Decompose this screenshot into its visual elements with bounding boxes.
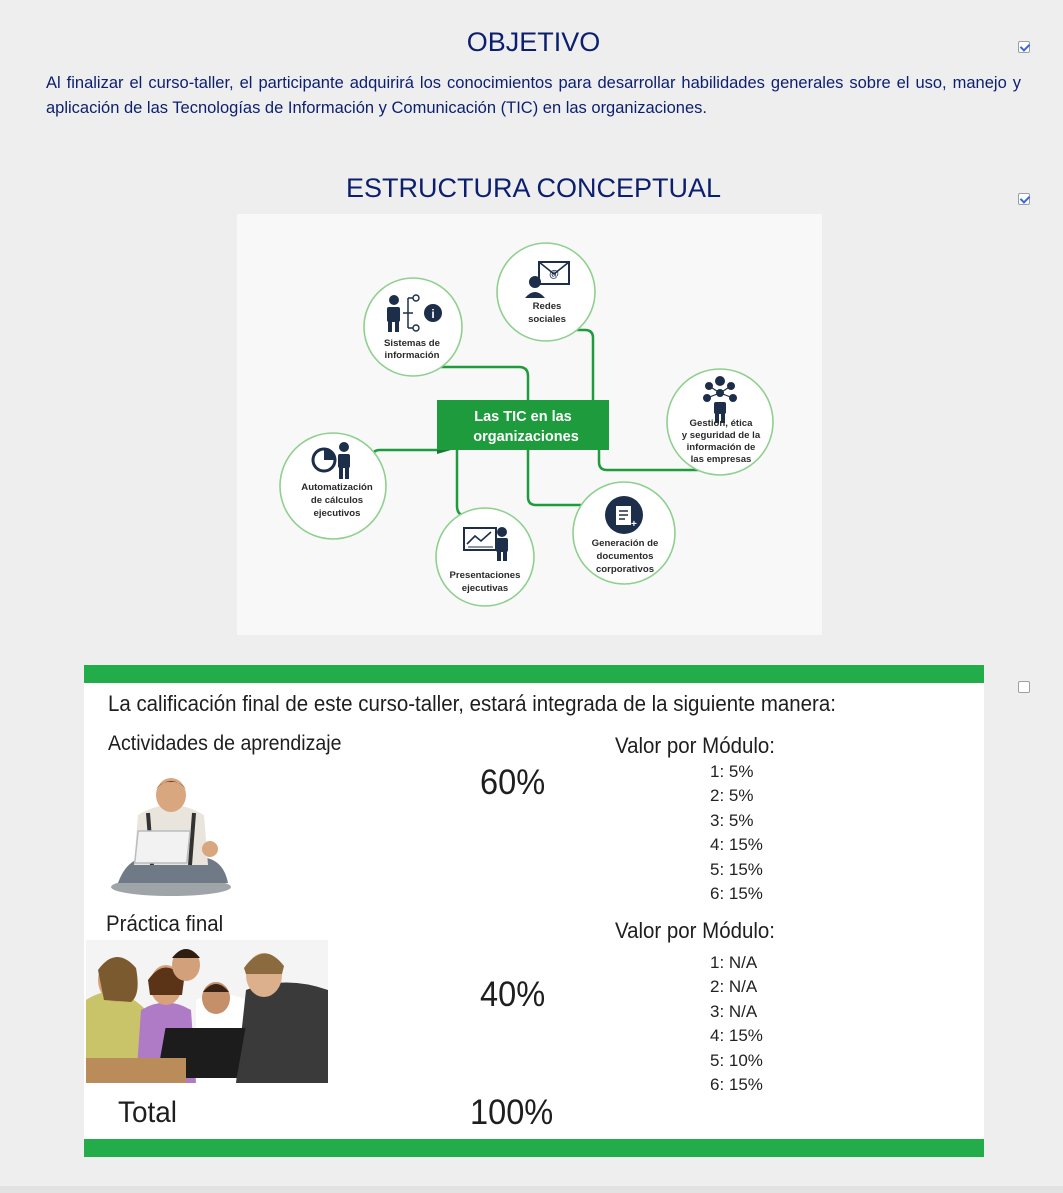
module-value: 5: 10% xyxy=(710,1050,763,1070)
practica-module-list xyxy=(710,951,763,1097)
module-value: 4: 15% xyxy=(710,835,763,855)
grading-panel xyxy=(84,665,984,1157)
bottom-green-bar xyxy=(84,1139,984,1157)
generacion-line-3: corporativos xyxy=(595,564,655,575)
presentaciones-line-2: ejecutivas xyxy=(461,583,509,594)
gestion-line-1: Gestión, ética xyxy=(689,418,753,429)
actividades-label: Actividades de aprendizaje xyxy=(108,732,342,755)
total-percent: 100% xyxy=(470,1093,554,1132)
center-line-2: organizaciones xyxy=(473,429,579,445)
presentaciones-line-1: Presentaciones xyxy=(449,570,521,581)
gestion-line-3: información de xyxy=(686,442,756,453)
generacion-line-1: Generación de xyxy=(591,538,659,549)
generacion-icon xyxy=(605,496,643,534)
module-value: 1: N/A xyxy=(710,953,758,972)
objetivo-text: Al finalizar el curso-taller, el participante adquirirá los conocimientos para desarrollar habilidades generales sobre el uso, manejo y aplicación de las Tecnologías de Información y Comunicación (TIC) en las organizaciones. xyxy=(46,74,1021,117)
sistemas-line-1: Sistemas de xyxy=(384,338,440,349)
top-green-bar xyxy=(84,665,984,683)
students-group-image xyxy=(86,940,328,1083)
module-value: 6: 15% xyxy=(710,1075,763,1095)
automatizacion-line-2: de cálculos xyxy=(310,495,364,506)
svg-text:+: + xyxy=(631,519,637,530)
concept-diagram xyxy=(237,214,822,635)
svg-text:@: @ xyxy=(549,269,559,280)
svg-text:i: i xyxy=(431,307,435,321)
gestion-line-2: y seguridad de la xyxy=(681,430,761,441)
calificacion-checkbox[interactable] xyxy=(1018,681,1030,693)
practica-module-title: Valor por Módulo: xyxy=(615,918,775,943)
total-label: Total xyxy=(118,1096,177,1129)
objetivo-title: OBJETIVO xyxy=(466,27,601,57)
actividades-module-title: Valor por Módulo: xyxy=(615,733,775,758)
module-value: 5: 15% xyxy=(710,859,763,879)
automatizacion-line-1: Automatización xyxy=(301,482,373,493)
practica-percent: 40% xyxy=(480,975,546,1014)
module-value: 3: N/A xyxy=(710,1001,758,1021)
practica-label: Práctica final xyxy=(106,911,224,936)
module-value: 4: 15% xyxy=(710,1026,763,1046)
automatizacion-line-3: ejecutivos xyxy=(313,508,361,519)
sistemas-line-2: información xyxy=(384,350,440,361)
estructura-checkbox[interactable] xyxy=(1018,193,1030,205)
grading-intro: La calificación final de este curso-taller, estará integrada de la siguiente manera: xyxy=(108,691,836,716)
redes-line-1: Redes xyxy=(532,301,562,312)
estructura-title: ESTRUCTURA CONCEPTUAL xyxy=(345,173,722,203)
actividades-percent: 60% xyxy=(480,763,546,802)
module-value: 2: 5% xyxy=(710,786,754,806)
objetivo-checkbox[interactable] xyxy=(1018,41,1030,53)
module-value: 3: 5% xyxy=(710,810,754,830)
student-laptop-image xyxy=(108,775,234,896)
redes-line-2: sociales xyxy=(528,314,566,325)
center-line-1: Las TIC en las xyxy=(474,409,572,425)
module-value: 1: 5% xyxy=(710,762,754,781)
module-value: 6: 15% xyxy=(710,884,763,904)
center-box xyxy=(437,400,609,454)
page-bottom-divider xyxy=(0,1186,1063,1193)
actividades-module-list xyxy=(710,760,763,906)
module-value: 2: N/A xyxy=(710,977,758,997)
gestion-line-4: las empresas xyxy=(690,454,752,465)
generacion-line-2: documentos xyxy=(596,551,654,562)
